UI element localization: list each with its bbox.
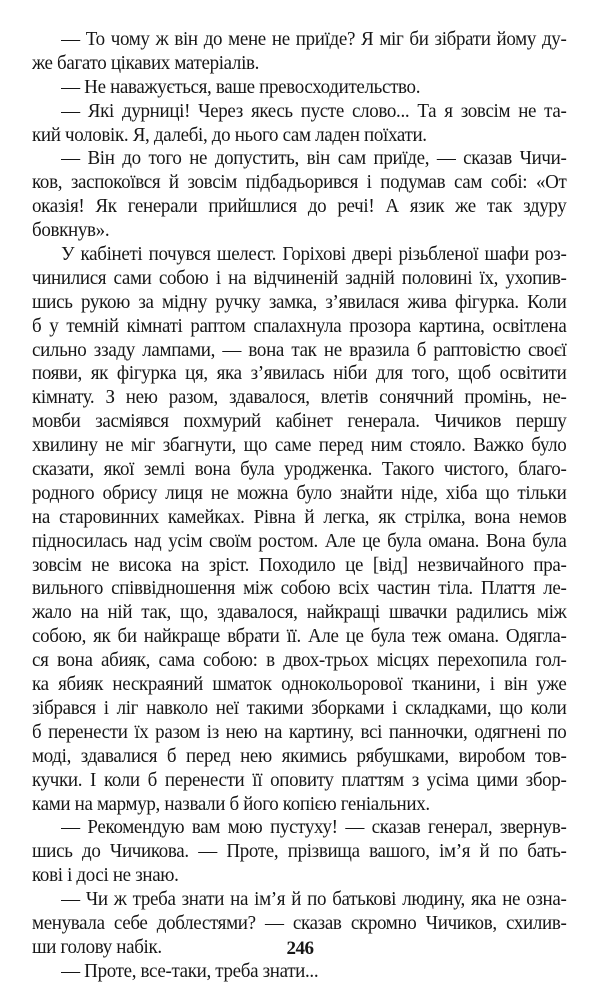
- text-line: кові і досі не знаю.: [32, 865, 179, 887]
- text-line: хвилину не міг збагнути, що саме перед ним стояло. Важко було: [32, 435, 567, 457]
- text-line: — Чи ж треба знати на ім’я й по батькові людину, яка не озна-: [61, 889, 567, 911]
- text-line: моді, здавалися б перед нею якимись рябушками, виробом тов-: [32, 745, 567, 767]
- text-line: б перенести їх разом із нею на картину, всі панночки, одягнені по: [32, 721, 567, 743]
- text-line: б у темній кімнаті раптом спалахнула прозора картина, освітлена: [32, 315, 567, 337]
- text-line: вильного співвідношення між собою всіх частин тіла. Плаття ле-: [32, 578, 567, 600]
- text-line: ка ябияк нескраяний шматок однокольорової тканини, і він уже: [32, 674, 567, 696]
- text-line: на старовинних камейках. Рівна й легка, як стрілка, вона немов: [32, 506, 567, 528]
- page-number: 246: [286, 938, 314, 959]
- text-line: мовби засміявся похмурий кабінет генерала. Чичиков першу: [32, 411, 567, 433]
- text-line: оказія! Як генерали прийшлися до речі! А язик же так здуру: [32, 196, 567, 218]
- text-line: менувала себе доблестями? — сказав скромно Чичиков, схилив-: [32, 912, 567, 934]
- text-line: сильно ззаду лампами, — вона так не вразила б раптовістю своєї: [32, 339, 567, 361]
- text-line: — Він до того не допустить, він сам приїде, — сказав Чичи-: [61, 148, 567, 170]
- text-line: сказати, якої землі вона була уродженка. Такого чистого, благо-: [32, 459, 567, 481]
- text-line: зовсім не висока на зріст. Походило це [від] незвичайного пра-: [32, 554, 567, 576]
- page-body: [32, 28, 566, 984]
- text-line: кімнату. З нею разом, здавалося, влетів сонячний промінь, не-: [32, 387, 567, 409]
- text-line: родного обрису лиця не можна було знайти ніде, хіба що тільки: [32, 482, 567, 504]
- text-line: чинилися сами собою і на відчиненій задній половині їх, ухопив-: [32, 267, 567, 289]
- text-line: — Які дурниці! Через якесь пусте слово... Та я зовсім не та-: [61, 100, 567, 122]
- text-line: кучки. І коли б перенести її оповиту платтям з усіма цими збор-: [32, 769, 567, 791]
- text-line: шись рукою за мідну ручку замка, з’явилася жива фігурка. Коли: [32, 291, 567, 313]
- text-line: — Рекомендую вам мою пустуху! — сказав генерал, звернув-: [61, 817, 567, 839]
- text-line: зібрався і ліг навколо неї такими зборками і складками, що коли: [32, 697, 567, 719]
- text-line: — Проте, все-таки, треба знати...: [61, 960, 319, 982]
- text-line: У кабінеті почувся шелест. Горіхові двері різьбленої шафи роз-: [61, 244, 567, 266]
- text-line: ся вона абияк, сама собою: в двох-трьох місцях перехопила гол-: [32, 650, 567, 672]
- text-line: підносилась над усім своїм ростом. Але це була омана. Вона була: [32, 530, 567, 552]
- text-line: шись до Чичикова. — Проте, прізвища вашого, ім’я й по бать-: [32, 841, 567, 863]
- text-line: бовкнув».: [32, 220, 110, 242]
- text-line: кий чоловік. Я, далебі, до нього сам ладен поїхати.: [32, 124, 427, 146]
- text-line: ками на мармур, назвали б його копією геніальних.: [32, 793, 430, 815]
- text-line: ков, заспокоївся й зовсім підбадьорився і подумав сам собі: «От: [32, 172, 567, 194]
- text-line: же багато цікавих матеріалів.: [32, 52, 260, 74]
- text-line: жало на ній так, що, здавалося, найкращі швачки радились між: [32, 602, 567, 624]
- text-line: — То чому ж він до мене не приїде? Я міг би зібрати йому ду-: [61, 29, 567, 50]
- text-line: ши голову набік.: [32, 936, 162, 958]
- text-line: собою, як би найкраще вбрати її. Але це була теж омана. Одягла-: [32, 626, 567, 648]
- text-line: появи, як фігурка ця, яка з’явилась ніби для того, щоб освітити: [32, 363, 567, 385]
- text-line: — Не наважується, ваше превосходительство.: [61, 76, 421, 98]
